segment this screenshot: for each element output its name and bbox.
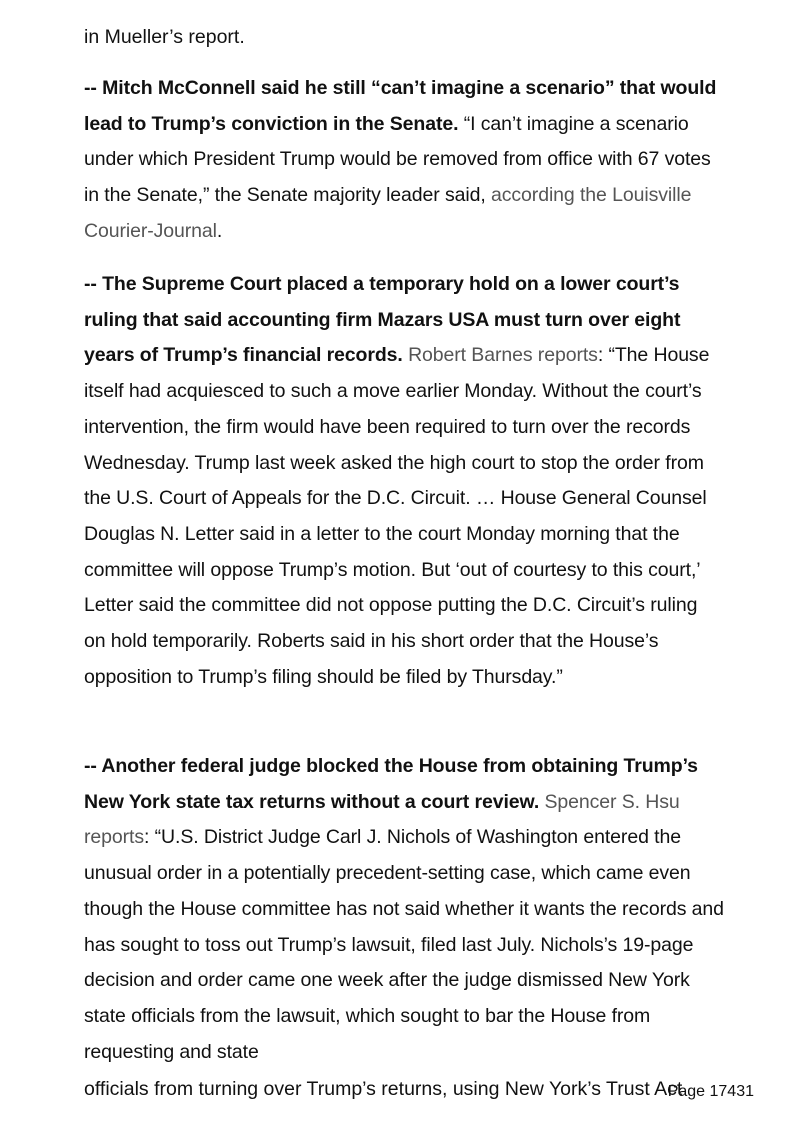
paragraph-tax-returns [84,749,724,1070]
link-courier-journal[interactable]: according the Louisville Courier-Journal [84,184,692,242]
headline-mcconnell: -- Mitch McConnell said he still “can’t imagine a scenario” that would lead to Trump’s conviction in the Senate. [84,77,717,135]
clipped-top-line [84,6,724,48]
link-robert-barnes[interactable]: Robert Barnes reports [408,344,598,367]
headline-supreme-court: -- The Supreme Court placed a temporary hold on a lower court’s ruling that said accounting firm Mazars USA must turn over eight years of Trump’s financial records. [84,273,681,367]
body-tax-returns: : “U.S. District Judge Carl J. Nichols of Washington entered the unusual order in a potentially precedent-setting case, which came even though the House committee has not said whether it wants the records and has sought to toss out Trump’s lawsuit, filed last July. Nichols’s 19-page decision and order came one week after the judge dismissed New York state officials from the lawsuit, which sought to bar the House from requesting and state [84,826,724,1063]
body-supreme-court: : “The House itself had acquiesced to such a move earlier Monday. Without the court’s intervention, the firm would have been required to turn over the records Wednesday. Trump last week asked the high court to stop the order from the U.S. Court of Appeals for the D.C. Circuit. … House General Counsel Douglas N. Letter said in a letter to the court Monday morning that the committee will oppose Trump’s motion. But ‘out of courtesy to this court,’ Letter said the committee did not oppose putting the D.C. Circuit’s ruling on hold temporarily. Roberts said in his short order that the House’s opposition to Trump’s filing should be filed by Thursday.” [84,344,710,688]
paragraph-mcconnell [84,71,724,250]
tail-mcconnell: . [216,219,223,242]
page-number: Page 17431 [667,1083,754,1100]
headline-tax-returns: -- Another federal judge blocked the House from obtaining Trump’s New York state tax returns without a court review. [84,755,698,813]
bottom-fragment-text: officials from turning over Trump’s returns, using New York’s Trust Act [84,1078,683,1100]
body-mcconnell: “I can’t imagine a scenario under which President Trump would be removed from office with 67 votes in the Senate,” the Senate majority leader said, [84,112,711,207]
link-spencer-hsu[interactable]: Spencer S. Hsu reports [84,790,680,849]
top-fragment-text: in Mueller’s report. [84,26,245,48]
paragraph-supreme-court [84,267,724,695]
